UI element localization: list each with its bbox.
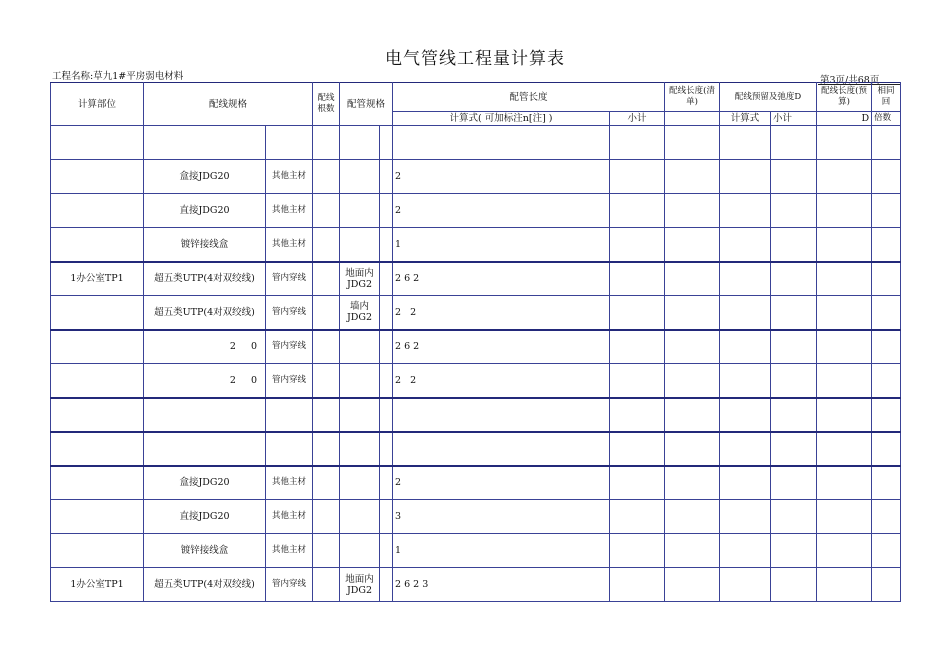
cell-wire-length-list	[665, 568, 720, 602]
cell-wire-length-list	[665, 126, 720, 160]
cell-wire-spec: 直接JDG20	[144, 500, 266, 534]
cell-calc-part	[51, 296, 144, 330]
cell-wire-type: 管内穿线	[266, 364, 313, 398]
cell-wire-count	[313, 500, 340, 534]
cell-wire-type	[266, 126, 313, 160]
cell-reserve-subtotal	[771, 500, 817, 534]
table-row	[51, 568, 901, 602]
cell-pipe-extra	[380, 126, 393, 160]
cell-pipe-extra	[380, 330, 393, 364]
cell-wire-spec: 2 0	[144, 330, 266, 364]
cell-pipe-spec	[340, 126, 380, 160]
cell-pipe-extra	[380, 364, 393, 398]
cell-wire-type: 其他主材	[266, 228, 313, 262]
cell-multiple	[872, 466, 901, 500]
cell-pipe-extra	[380, 160, 393, 194]
cell-pipe-spec	[340, 194, 380, 228]
table-row	[51, 330, 901, 364]
cell-pipe-spec: 墙内JDG2	[340, 296, 380, 330]
cell-formula: 2	[393, 160, 610, 194]
cell-pipe-spec	[340, 432, 380, 466]
cell-multiple	[872, 330, 901, 364]
cell-wire-count	[313, 296, 340, 330]
cell-subtotal	[610, 466, 665, 500]
cell-wire-length-budget	[817, 364, 872, 398]
cell-pipe-spec	[340, 534, 380, 568]
cell-formula: 1	[393, 534, 610, 568]
cell-wire-length-budget	[817, 534, 872, 568]
cell-wire-spec: 盒接JDG20	[144, 466, 266, 500]
cell-wire-type: 其他主材	[266, 500, 313, 534]
cell-wire-count	[313, 432, 340, 466]
cell-wire-count	[313, 228, 340, 262]
header-reserve: 配线预留及弛度D	[720, 83, 817, 112]
cell-wire-type: 其他主材	[266, 194, 313, 228]
cell-reserve-formula	[720, 126, 771, 160]
cell-wire-spec: 超五类UTP(4对双绞线)	[144, 568, 266, 602]
header-blank	[665, 112, 720, 126]
cell-wire-type: 管内穿线	[266, 568, 313, 602]
cell-wire-count	[313, 568, 340, 602]
header-wire-count: 配线根数	[313, 83, 340, 126]
cell-pipe-spec	[340, 160, 380, 194]
cell-wire-count	[313, 262, 340, 296]
cell-wire-length-budget	[817, 398, 872, 432]
cell-wire-spec: 超五类UTP(4对双绞线)	[144, 262, 266, 296]
cell-wire-length-list	[665, 194, 720, 228]
cell-reserve-formula	[720, 228, 771, 262]
cell-wire-length-budget	[817, 262, 872, 296]
cell-wire-length-list	[665, 228, 720, 262]
cell-wire-length-list	[665, 432, 720, 466]
cell-subtotal	[610, 534, 665, 568]
cell-reserve-formula	[720, 500, 771, 534]
cell-reserve-formula	[720, 262, 771, 296]
cell-calc-part	[51, 194, 144, 228]
header-formula: 计算式( 可加标注n[注] )	[393, 112, 610, 126]
cell-pipe-extra	[380, 194, 393, 228]
cell-wire-length-list	[665, 296, 720, 330]
cell-wire-length-budget	[817, 500, 872, 534]
cell-calc-part	[51, 500, 144, 534]
table-row	[51, 398, 901, 432]
cell-wire-spec: 镀锌接线盒	[144, 534, 266, 568]
cell-wire-type: 其他主材	[266, 534, 313, 568]
cell-subtotal	[610, 126, 665, 160]
cell-wire-spec: 直接JDG20	[144, 194, 266, 228]
cell-multiple	[872, 364, 901, 398]
cell-subtotal	[610, 262, 665, 296]
cell-subtotal	[610, 398, 665, 432]
cell-subtotal	[610, 432, 665, 466]
cell-pipe-extra	[380, 568, 393, 602]
cell-reserve-subtotal	[771, 534, 817, 568]
cell-formula: 3	[393, 500, 610, 534]
cell-wire-count	[313, 194, 340, 228]
cell-wire-length-list	[665, 262, 720, 296]
cell-wire-count	[313, 330, 340, 364]
cell-wire-spec	[144, 126, 266, 160]
table-row	[51, 194, 901, 228]
cell-formula	[393, 126, 610, 160]
cell-wire-type: 管内穿线	[266, 330, 313, 364]
cell-pipe-spec: 地面内JDG2	[340, 568, 380, 602]
cell-reserve-formula	[720, 466, 771, 500]
cell-formula: 2 6 2	[393, 330, 610, 364]
cell-multiple	[872, 398, 901, 432]
cell-reserve-subtotal	[771, 160, 817, 194]
page-title: 电气管线工程量计算表	[385, 49, 565, 69]
cell-wire-type: 其他主材	[266, 466, 313, 500]
cell-pipe-extra	[380, 398, 393, 432]
cell-wire-length-budget	[817, 330, 872, 364]
cell-reserve-formula	[720, 398, 771, 432]
header-pipe-length: 配管长度	[393, 83, 665, 112]
cell-subtotal	[610, 296, 665, 330]
cell-multiple	[872, 568, 901, 602]
cell-wire-spec: 超五类UTP(4对双绞线)	[144, 296, 266, 330]
cell-reserve-formula	[720, 432, 771, 466]
cell-subtotal	[610, 228, 665, 262]
cell-calc-part	[51, 160, 144, 194]
cell-pipe-spec	[340, 364, 380, 398]
table-row	[51, 364, 901, 398]
cell-reserve-formula	[720, 330, 771, 364]
cell-wire-length-list	[665, 500, 720, 534]
cell-wire-type: 其他主材	[266, 160, 313, 194]
cell-wire-length-budget	[817, 194, 872, 228]
cell-wire-count	[313, 364, 340, 398]
cell-reserve-subtotal	[771, 296, 817, 330]
header-wire-spec: 配线规格	[144, 83, 313, 126]
cell-wire-count	[313, 160, 340, 194]
cell-pipe-spec	[340, 330, 380, 364]
cell-subtotal	[610, 330, 665, 364]
cell-calc-part: 1办公室TP1	[51, 262, 144, 296]
project-name: 工程名称:草九1#平房弱电材料	[52, 71, 184, 82]
cell-reserve-formula	[720, 296, 771, 330]
cell-reserve-subtotal	[771, 398, 817, 432]
cell-formula: 1	[393, 228, 610, 262]
cell-wire-count	[313, 398, 340, 432]
cell-wire-type: 管内穿线	[266, 296, 313, 330]
cell-multiple	[872, 534, 901, 568]
cell-wire-length-budget	[817, 466, 872, 500]
header-same-loop: 相同回	[872, 83, 901, 112]
cell-reserve-formula	[720, 160, 771, 194]
cell-formula: 2 2	[393, 296, 610, 330]
cell-reserve-subtotal	[771, 330, 817, 364]
cell-multiple	[872, 500, 901, 534]
table-row	[51, 534, 901, 568]
cell-wire-length-list	[665, 160, 720, 194]
cell-formula	[393, 432, 610, 466]
cell-wire-count	[313, 534, 340, 568]
cell-wire-spec	[144, 432, 266, 466]
table-row	[51, 126, 901, 160]
cell-multiple	[872, 126, 901, 160]
cell-subtotal	[610, 500, 665, 534]
cell-wire-length-budget	[817, 126, 872, 160]
cell-wire-length-budget	[817, 568, 872, 602]
table-row	[51, 466, 901, 500]
cell-wire-length-budget	[817, 160, 872, 194]
cell-pipe-spec: 地面内JDG2	[340, 262, 380, 296]
cell-calc-part	[51, 398, 144, 432]
cell-reserve-formula	[720, 568, 771, 602]
cell-wire-type	[266, 432, 313, 466]
header-calc-part: 计算部位	[51, 83, 144, 126]
cell-multiple	[872, 194, 901, 228]
header-wire-length-list: 配线长度(清单)	[665, 83, 720, 112]
cell-wire-length-list	[665, 534, 720, 568]
header-pipe-spec: 配管规格	[340, 83, 393, 126]
cell-wire-spec	[144, 398, 266, 432]
cell-reserve-subtotal	[771, 364, 817, 398]
header-reserve-subtotal: 小计	[771, 112, 817, 126]
cell-wire-spec: 2 0	[144, 364, 266, 398]
cell-reserve-subtotal	[771, 466, 817, 500]
cell-pipe-extra	[380, 432, 393, 466]
cell-wire-length-list	[665, 466, 720, 500]
cell-calc-part: 1办公室TP1	[51, 568, 144, 602]
cell-pipe-spec	[340, 500, 380, 534]
cell-subtotal	[610, 364, 665, 398]
cell-multiple	[872, 160, 901, 194]
cell-formula: 2 2	[393, 364, 610, 398]
cell-reserve-formula	[720, 534, 771, 568]
cell-calc-part	[51, 228, 144, 262]
cell-pipe-extra	[380, 534, 393, 568]
cell-formula	[393, 398, 610, 432]
cell-reserve-subtotal	[771, 228, 817, 262]
cell-formula: 2 6 2 3	[393, 568, 610, 602]
cell-wire-type	[266, 398, 313, 432]
table-body	[51, 126, 901, 602]
cell-subtotal	[610, 568, 665, 602]
cell-multiple	[872, 296, 901, 330]
header-d: D	[817, 112, 872, 126]
cell-pipe-spec	[340, 228, 380, 262]
cell-calc-part	[51, 330, 144, 364]
cell-wire-count	[313, 466, 340, 500]
table-row	[51, 432, 901, 466]
header-multiple: 倍数	[872, 112, 901, 126]
cell-formula: 2 6 2	[393, 262, 610, 296]
cell-calc-part	[51, 364, 144, 398]
cell-wire-length-budget	[817, 432, 872, 466]
cell-multiple	[872, 262, 901, 296]
cell-wire-spec: 盒接JDG20	[144, 160, 266, 194]
cell-pipe-spec	[340, 398, 380, 432]
cell-reserve-subtotal	[771, 126, 817, 160]
cell-pipe-extra	[380, 228, 393, 262]
header-row-1	[51, 83, 901, 112]
header-wire-length-budget: 配线长度(预算)	[817, 83, 872, 112]
cell-pipe-spec	[340, 466, 380, 500]
cell-wire-length-list	[665, 364, 720, 398]
cell-calc-part	[51, 432, 144, 466]
cell-pipe-extra	[380, 262, 393, 296]
cell-pipe-extra	[380, 466, 393, 500]
cell-formula: 2	[393, 466, 610, 500]
cell-calc-part	[51, 534, 144, 568]
cell-wire-count	[313, 126, 340, 160]
cell-multiple	[872, 228, 901, 262]
cell-wire-length-list	[665, 398, 720, 432]
cell-multiple	[872, 432, 901, 466]
cell-pipe-extra	[380, 296, 393, 330]
cell-wire-length-budget	[817, 296, 872, 330]
cell-calc-part	[51, 126, 144, 160]
cell-reserve-subtotal	[771, 194, 817, 228]
calc-table	[50, 82, 901, 602]
cell-reserve-subtotal	[771, 432, 817, 466]
cell-wire-spec: 镀锌接线盒	[144, 228, 266, 262]
cell-wire-length-list	[665, 330, 720, 364]
table-row	[51, 228, 901, 262]
cell-formula: 2	[393, 194, 610, 228]
cell-pipe-extra	[380, 500, 393, 534]
cell-reserve-formula	[720, 194, 771, 228]
cell-subtotal	[610, 160, 665, 194]
table-row	[51, 262, 901, 296]
header-reserve-formula: 计算式	[720, 112, 771, 126]
cell-wire-length-budget	[817, 228, 872, 262]
cell-reserve-formula	[720, 364, 771, 398]
cell-subtotal	[610, 194, 665, 228]
cell-reserve-subtotal	[771, 568, 817, 602]
cell-calc-part	[51, 466, 144, 500]
cell-reserve-subtotal	[771, 262, 817, 296]
table-row	[51, 500, 901, 534]
header-subtotal: 小计	[610, 112, 665, 126]
table-row	[51, 296, 901, 330]
page-number: 第3页/共68页	[820, 75, 880, 86]
cell-wire-type: 管内穿线	[266, 262, 313, 296]
table-row	[51, 160, 901, 194]
